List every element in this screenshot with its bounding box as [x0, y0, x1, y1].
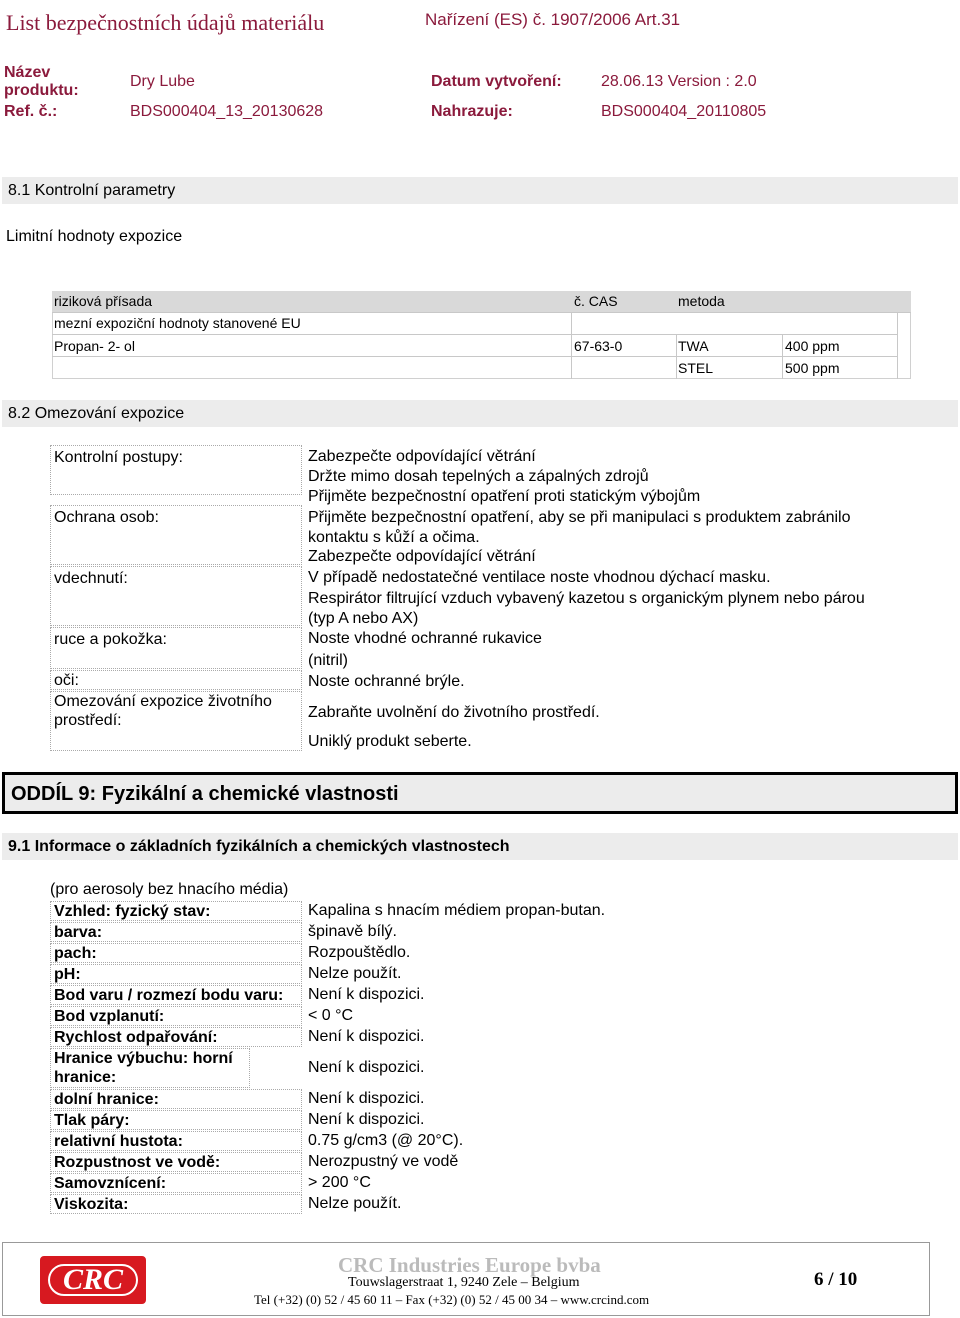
ref-value: BDS000404_13_20130628	[130, 103, 324, 120]
table-cell-value: 400 ppm	[785, 338, 840, 354]
property-value: Není k dispozici.	[308, 1111, 425, 1128]
aerosol-note: (pro aerosoly bez hnacího média)	[50, 881, 289, 898]
property-label: Bod vzplanutí:	[50, 1006, 302, 1026]
property-label: Viskozita:	[50, 1194, 302, 1214]
property-label: relativní hustota:	[50, 1131, 302, 1151]
table-cell-cas: 67-63-0	[574, 338, 623, 354]
property-value: Nelze použít.	[308, 1195, 402, 1212]
property-label: Hranice výbuchu: horní hranice:	[50, 1048, 250, 1088]
regulation-reference: Nařízení (ES) č. 1907/2006 Art.31	[425, 10, 681, 29]
exposure-line: Držte mimo dosah tepelných a zápalných zdrojů	[308, 468, 649, 485]
property-value: Není k dispozici.	[308, 986, 425, 1003]
exposure-line: Respirátor filtrující vzduch vybavený kazetou s organickým plynem nebo párou	[308, 590, 865, 607]
label-environmental: Omezování expozice životního prostředí:	[50, 691, 302, 751]
product-label: Název produktu:	[4, 64, 79, 99]
exposure-limits-subheading: Limitní hodnoty expozice	[6, 228, 183, 245]
property-value: Nelze použít.	[308, 965, 402, 982]
company-address: Touwslagerstraat 1, 9240 Zele – Belgium	[348, 1275, 580, 1290]
document-title: List bezpečnostních údajů materiálu	[6, 10, 325, 35]
label-eyes: oči:	[50, 670, 302, 690]
table-cell-value: 500 ppm	[785, 360, 840, 376]
property-label: Rychlost odpařování:	[50, 1027, 302, 1047]
property-value: Není k dispozici.	[308, 1028, 425, 1045]
property-label: Bod varu / rozmezí bodu varu:	[50, 985, 302, 1005]
property-value: 0.75 g/cm3 (@ 20°C).	[308, 1132, 464, 1149]
section-9-title: ODDÍL 9: Fyzikální a chemické vlastnosti	[2, 772, 958, 814]
property-label: Samovznícení:	[50, 1173, 302, 1193]
page-number: 6 / 10	[814, 1269, 858, 1290]
property-value: špinavě bílý.	[308, 923, 397, 940]
exposure-line: Noste vhodné ochranné rukavice	[308, 630, 542, 647]
created-label: Datum vytvoření:	[431, 73, 562, 90]
exposure-line: Zabezpečte odpovídající větrání	[308, 548, 536, 565]
exposure-line: (nitril)	[308, 652, 348, 669]
property-label: pH:	[50, 964, 302, 984]
ref-label: Ref. č.:	[4, 103, 58, 120]
replaces-label: Nahrazuje:	[431, 103, 513, 120]
column-ingredient: riziková přísada	[54, 293, 153, 309]
property-label: dolní hranice:	[50, 1089, 302, 1109]
exposure-line: Přijměte bezpečnostní opatření proti statickým výbojům	[308, 488, 701, 505]
property-value: Není k dispozici.	[308, 1059, 425, 1076]
exposure-line: Noste ochranné brýle.	[308, 673, 465, 690]
property-label: barva:	[50, 922, 302, 942]
table-cell-method: STEL	[678, 360, 714, 376]
company-contact: Tel (+32) (0) 52 / 45 60 11 – Fax (+32) (0) 52 / 45 00 34 – www.crcind.com	[254, 1292, 650, 1307]
property-value: Není k dispozici.	[308, 1090, 425, 1107]
exposure-line: Přijměte bezpečnostní opatření, aby se při manipulaci s produktem zabránilo	[308, 509, 851, 526]
column-cas: č. CAS	[574, 293, 618, 309]
property-label: pach:	[50, 943, 302, 963]
property-value: Nerozpustný ve vodě	[308, 1153, 459, 1170]
table-cell-method: TWA	[678, 338, 709, 354]
exposure-line: Uniklý produkt seberte.	[308, 733, 472, 750]
label-skin: ruce a pokožka:	[50, 627, 302, 669]
property-value: Kapalina s hnacím médiem propan-butan.	[308, 902, 606, 919]
section-9-1-heading: 9.1 Informace o základních fyzikálních a chemických vlastnostech	[2, 833, 958, 860]
label-breathing: vdechnutí:	[50, 566, 302, 626]
section-8-2-heading: 8.2 Omezování expozice	[2, 400, 958, 427]
product-name: Dry Lube	[130, 73, 195, 90]
property-label: Rozpustnost ve vodě:	[50, 1152, 302, 1172]
section-8-1-heading: 8.1 Kontrolní parametry	[2, 177, 958, 204]
property-value: Rozpouštědlo.	[308, 944, 411, 961]
exposure-line: V případě nedostatečné ventilace noste vhodnou dýchací masku.	[308, 569, 771, 586]
company-name: CRC Industries Europe bvba	[338, 1253, 601, 1277]
replaces-value: BDS000404_20110805	[601, 103, 767, 120]
crc-logo: CRC	[40, 1256, 146, 1304]
property-label: Vzhled: fyzický stav:	[50, 901, 302, 921]
property-label: Tlak páry:	[50, 1110, 302, 1130]
created-value: 28.06.13 Version : 2.0	[601, 73, 757, 90]
exposure-line: kontaktu s kůží a očima.	[308, 529, 480, 546]
exposure-line: Zabraňte uvolnění do životního prostředí.	[308, 704, 600, 721]
property-value: < 0 °C	[308, 1007, 354, 1024]
exposure-line: (typ A nebo AX)	[308, 610, 419, 627]
table-subheader: mezní expoziční hodnoty stanovené EU	[54, 315, 301, 331]
property-value: > 200 °C	[308, 1174, 371, 1191]
label-personal-protection: Ochrana osob:	[50, 505, 302, 565]
exposure-line: Zabezpečte odpovídající větrání	[308, 448, 536, 465]
column-method: metoda	[678, 293, 725, 309]
label-control-procedures: Kontrolní postupy:	[50, 445, 302, 495]
table-cell-ingredient: Propan- 2- ol	[54, 338, 135, 354]
exposure-table-header	[52, 291, 911, 312]
